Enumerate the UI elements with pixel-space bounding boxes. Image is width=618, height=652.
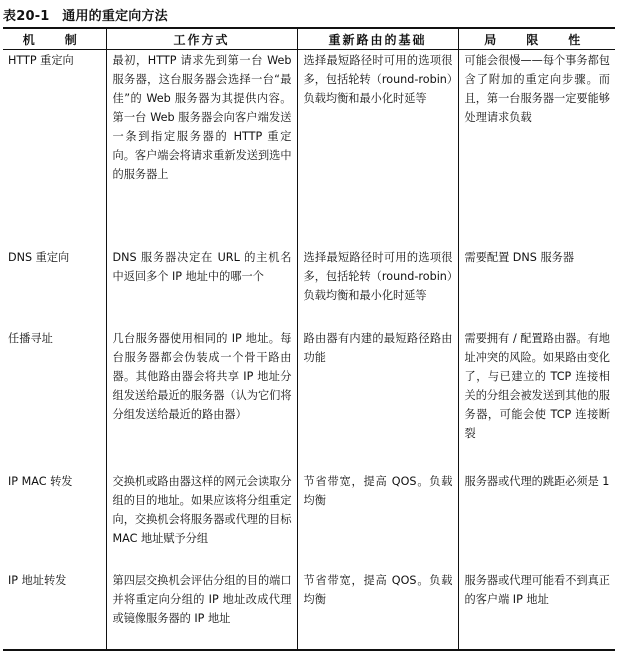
rerouting-basis-cell: 选择最短路径时可用的选项很多，包括轮转（round-robin）负载均衡和最小化时延等	[297, 50, 458, 248]
table-number: 表20-1	[3, 9, 50, 24]
how-it-works-cell: DNS 服务器决定在 URL 的主机名中返回多个 IP 地址中的哪一个	[106, 247, 297, 328]
rerouting-basis-cell: 节省带宽，提高 QOS。负载均衡	[297, 570, 458, 650]
limitation-cell: 服务器或代理可能看不到真正的客户端 IP 地址	[458, 570, 615, 650]
header-row	[3, 28, 615, 50]
limitation-cell: 可能会很慢——每个事务都包含了附加的重定向步骤。而且，第一台服务器一定要能够处理请求负载	[458, 50, 615, 248]
how-it-works-cell: 最初，HTTP 请求先到第一台 Web 服务器，这台服务器会选择一台“最佳”的 Web 服务器为其提供内容。第一台 Web 服务器会向客户端发送一条到指定服务器的 HTTP 重定向。客户端会将请求重新发送到选中的服务器上	[106, 50, 297, 248]
mechanism-cell: IP MAC 转发	[8, 475, 73, 488]
column-header-rerouting-basis: 重新路由的基础	[297, 28, 458, 50]
table-row	[3, 328, 615, 471]
rerouting-basis-cell: 节省带宽，提高 QOS。负载均衡	[297, 471, 458, 570]
mechanism-cell: IP 地址转发	[8, 574, 67, 587]
how-it-works-cell: 第四层交换机会评估分组的目的端口并将重定向分组的 IP 地址改成代理或镜像服务器的 IP 地址	[106, 570, 297, 650]
column-header-mechanism: 机 制	[3, 28, 106, 50]
table-caption	[3, 5, 168, 24]
table-row	[3, 247, 615, 328]
table-row	[3, 471, 615, 570]
how-it-works-cell: 交换机或路由器这样的网元会读取分组的目的地址。如果应该将分组重定向，交换机会将服务器或代理的目标 MAC 地址赋予分组	[106, 471, 297, 570]
table-title: 通用的重定向方法	[62, 9, 168, 24]
limitation-cell: 服务器或代理的跳距必须是 1	[458, 471, 615, 570]
limitation-cell: 需要配置 DNS 服务器	[458, 247, 615, 328]
mechanism-cell: 任播寻址	[8, 332, 53, 345]
rerouting-basis-cell: 选择最短路径时可用的选项很多，包括轮转（round-robin）负载均衡和最小化时延等	[297, 247, 458, 328]
rerouting-basis-cell: 路由器有内建的最短路径路由功能	[297, 328, 458, 471]
mechanism-cell: DNS 重定向	[8, 251, 70, 264]
column-header-how-it-works: 工作方式	[106, 28, 297, 50]
how-it-works-cell: 几台服务器使用相同的 IP 地址。每台服务器都会伪装成一个骨干路由器。其他路由器会将共享 IP 地址分组发送给最近的服务器（认为它们将分组发送给最近的路由器）	[106, 328, 297, 471]
column-header-limitations: 局 限 性	[458, 28, 615, 50]
redirection-methods-table	[3, 27, 615, 651]
table-row	[3, 50, 615, 248]
table-row	[3, 570, 615, 650]
limitation-cell: 需要拥有 / 配置路由器。有地址冲突的风险。如果路由变化了，与已建立的 TCP 连接相关的分组会被发送到其他的服务器，可能会使 TCP 连接断裂	[458, 328, 615, 471]
mechanism-cell: HTTP 重定向	[8, 54, 74, 67]
